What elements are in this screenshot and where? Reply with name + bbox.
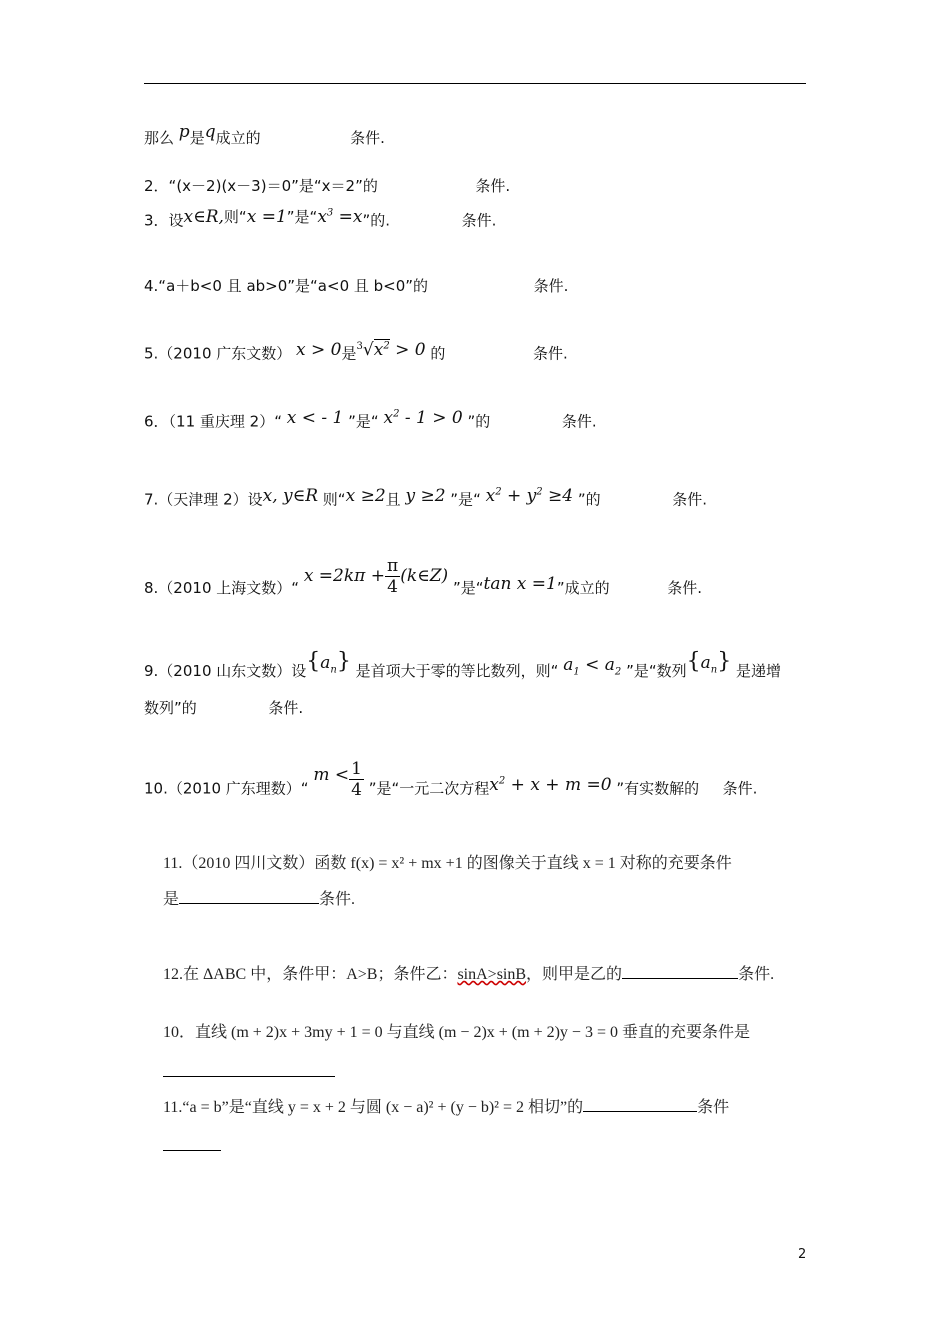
q7-a: x ≥2 [345, 485, 386, 506]
q8-num: 8.（2010 上海文数）“ [144, 579, 300, 597]
q8-a: x =2kπ + [303, 566, 385, 586]
q7-c1sup: 2 [495, 486, 502, 497]
q9-a2sub: 2 [614, 666, 622, 678]
q7-plus: + [501, 485, 527, 506]
q10-fnum: 1 [351, 758, 362, 779]
q10-t2: ”有实数解的 [616, 779, 700, 798]
q7-c2: y [526, 485, 537, 506]
q5-is: 是 [341, 344, 357, 363]
question-11-line-2 [163, 890, 355, 910]
q7-post: 条件. [672, 490, 708, 509]
q9-brace-close-2: } [717, 649, 732, 674]
q8-fden: 4 [387, 577, 398, 597]
q9-line2: 数列”的 [144, 699, 197, 717]
q6-c: - 1 > 0 [399, 407, 463, 428]
q9-num: 9.（2010 山东文数）设 [144, 662, 307, 680]
question-13-blank-line [163, 1062, 335, 1082]
q5-de: 的 [430, 344, 446, 363]
q7-c3: ≥4 [542, 485, 574, 506]
q8-is: ”是“ [452, 579, 484, 597]
q1-p: p [178, 122, 190, 142]
question-8 [144, 556, 702, 613]
q7-then: 则“ [322, 490, 346, 509]
q5-post: 条件. [532, 344, 568, 363]
q12-blank [622, 977, 738, 979]
q9-seqsub-2: n [710, 664, 718, 676]
q10-a: m < [313, 764, 350, 785]
q7-set: x, y∈R [262, 485, 319, 506]
question-2 [144, 176, 510, 196]
q3-eq2sup: 3 [326, 207, 334, 218]
q7-close: ”的 [577, 490, 601, 509]
q10-t1: ”是“一元二次方程 [368, 779, 490, 798]
header-rule [144, 83, 806, 84]
q6-a: x < - 1 [286, 407, 344, 428]
question-4 [144, 276, 568, 296]
q11-line2b: 条件. [319, 891, 356, 908]
question-10 [144, 760, 757, 810]
question-14 [163, 1098, 729, 1118]
q10-b: x [489, 774, 499, 795]
q7-num: 7.（天津理 2）设 [144, 490, 263, 509]
q14-blank [583, 1110, 697, 1112]
q5-radical: √ [362, 339, 374, 360]
question-14-blank-line [163, 1136, 221, 1156]
q7-c2sup: 2 [536, 486, 543, 497]
q10-fraction [349, 759, 364, 800]
q9-t1: 是首项大于零的等比数列，则“ [355, 662, 559, 680]
q7-b: y ≥2 [405, 485, 446, 506]
q9-t2: ”是“数列 [626, 662, 687, 680]
q1-post: 条件. [350, 129, 385, 147]
q9-brace-open: { [306, 649, 321, 674]
question-9-line-1 [144, 649, 782, 688]
q8-close: ”成立的 [556, 579, 610, 597]
q10-post: 条件. [722, 779, 758, 798]
q11-line2a: 是 [163, 891, 180, 908]
question-6 [144, 408, 597, 432]
question-9-line-2 [144, 698, 303, 718]
q3-close2: ”的. [362, 211, 391, 230]
q5-a: x > 0 [296, 339, 342, 360]
q12-pre: 12.在 ΔABC 中，条件甲：A>B；条件乙： [163, 966, 458, 983]
q9-brace-open-2: { [686, 649, 701, 674]
q8-c: tan x =1 [483, 574, 557, 594]
q12-post: ，则甲是乙的 [526, 966, 623, 983]
q9-post: 条件. [268, 699, 304, 717]
question-12 [163, 965, 774, 985]
page-number: 2 [798, 1247, 807, 1262]
q6-close: ”的 [467, 412, 491, 431]
q1-pre: 那么 [144, 129, 175, 147]
q7-c1: x [485, 485, 496, 506]
q9-brace-close: } [336, 649, 351, 674]
q8-fraction [385, 556, 400, 597]
q9-seq: a [320, 653, 331, 673]
question-11-line-1 [163, 854, 732, 874]
q2-text: 2．“(x－2)(x－3)＝0”是“x＝2”的 [144, 177, 378, 195]
q11-line1: 11.（2010 四川文数）函数 f(x) = x² + mx +1 的图像关于直线 x = 1 对称的充要条件 [163, 855, 732, 872]
q8-post: 条件. [667, 579, 702, 597]
q12-sin-condition: sinA>sinB [457, 966, 527, 983]
q3-cond: x∈R, [183, 206, 224, 227]
q14-text: 11.“a = b”是“直线 y = x + 2 与圆 (x − a)² + (y − b)² = 2 相切”的 [163, 1099, 584, 1116]
q8-b: (k∈Z) [400, 566, 449, 586]
question-5 [144, 340, 568, 364]
q3-eq2a: x [317, 206, 327, 227]
q2-post: 条件. [475, 177, 511, 195]
q1-q: q [204, 122, 216, 142]
q9-t3: 是递增 [736, 662, 782, 680]
q6-is: ”是“ [348, 412, 379, 431]
q10-c: + x + m =0 [505, 774, 612, 795]
q6-post: 条件. [561, 412, 597, 431]
q10-bsup: 2 [498, 775, 506, 786]
q6-num: 6．（11 重庆理 2）“ [144, 412, 282, 431]
q5-c: > 0 [389, 339, 426, 360]
question-1 [144, 122, 385, 148]
q11-blank [179, 902, 319, 904]
q9-seqsub: n [330, 664, 337, 676]
q5-root-index: 3 [356, 340, 363, 352]
q9-lt: < [579, 655, 605, 675]
q7-is: ”是“ [450, 490, 481, 509]
q5-bsup: 2 [383, 340, 390, 351]
q7-and: 且 [385, 490, 401, 509]
q10-fden: 4 [351, 779, 362, 800]
q9-a1sub: 1 [573, 666, 580, 678]
q9-a1: a [563, 655, 574, 675]
q10-num: 10.（2010 广东理数）“ [144, 779, 309, 798]
q8-fnum: π [387, 556, 399, 576]
question-13 [163, 1023, 750, 1043]
q6-bsup: 2 [393, 408, 400, 419]
q6-b: x [383, 407, 394, 428]
question-7 [144, 486, 707, 510]
q14-end: 条件 [697, 1099, 730, 1116]
q4-post: 条件. [533, 277, 569, 295]
q3-post: 条件. [461, 211, 497, 230]
q14-blank-2 [163, 1149, 221, 1151]
q4-text: 4.“a＋b<0 且 ab>0”是“a<0 且 b<0”的 [144, 277, 429, 295]
q3-close1: ”是“ [286, 207, 318, 226]
q1-is: 是 [189, 129, 205, 147]
q1-mid: 成立的 [215, 129, 261, 147]
q12-end: 条件. [738, 966, 775, 983]
q9-a2: a [604, 655, 615, 675]
q3-eq2b: =x [333, 206, 363, 227]
q9-seq-2: a [700, 653, 711, 673]
q13-text: 10．直线 (m + 2)x + 3my + 1 = 0 与直线 (m − 2)x + (m + 2)y − 3 = 0 垂直的充要条件是 [163, 1024, 750, 1041]
q5-b: x [373, 339, 384, 360]
q5-num: 5.（2010 广东文数） [144, 344, 292, 363]
q13-blank [163, 1075, 335, 1077]
q3-eq1: x =1 [246, 206, 287, 227]
q3-num: 3．设 [144, 211, 184, 230]
q3-then: 则“ [223, 207, 247, 226]
question-3 [144, 207, 496, 231]
